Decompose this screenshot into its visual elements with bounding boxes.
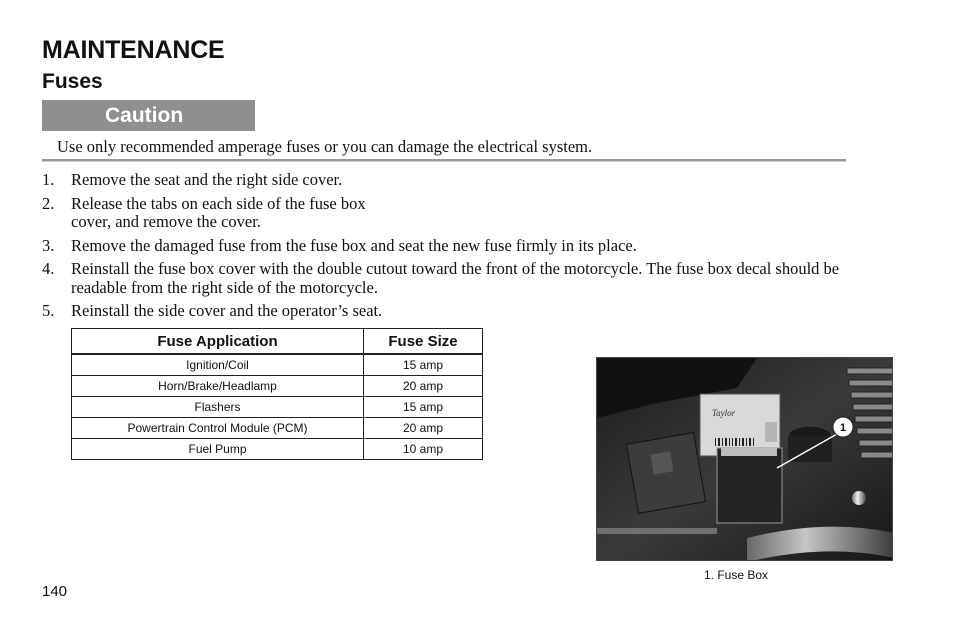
fuse-application-cell: Ignition/Coil xyxy=(72,354,364,376)
fuse-application-cell: Fuel Pump xyxy=(72,439,364,460)
table-row xyxy=(72,439,483,460)
table-row xyxy=(72,397,483,418)
step-number: 2. xyxy=(42,193,55,213)
step-5 xyxy=(42,302,862,321)
step-text: Reinstall the fuse box cover with the double cutout toward the front of the motorcycle. The fuse box decal should be readable from the right side of the motorcycle. xyxy=(71,259,840,297)
fuse-size-cell: 20 amp xyxy=(364,418,483,439)
subsection-title: Fuses xyxy=(42,70,103,93)
column-header: Fuse Application xyxy=(72,329,364,355)
fuse-size-cell: 10 amp xyxy=(364,439,483,460)
step-3 xyxy=(42,237,862,256)
column-header: Fuse Size xyxy=(364,329,483,355)
fuse-application-cell: Powertrain Control Module (PCM) xyxy=(72,418,364,439)
table-row xyxy=(72,376,483,397)
step-text-line-2: cover, and remove the cover. xyxy=(71,212,261,231)
fuse-table xyxy=(71,328,483,460)
fuse-size-cell: 15 amp xyxy=(364,354,483,376)
callout-number: 1 xyxy=(839,422,847,434)
step-text: Remove the damaged fuse from the fuse box and seat the new fuse firmly in its place. xyxy=(71,235,637,255)
table-row xyxy=(72,354,483,376)
fuse-box-photo xyxy=(596,357,893,561)
caution-label: Caution xyxy=(42,100,255,131)
section-title: MAINTENANCE xyxy=(42,36,225,64)
figure-caption: 1. Fuse Box xyxy=(704,568,769,582)
fuse-size-cell: 20 amp xyxy=(364,376,483,397)
fuse-application-cell: Horn/Brake/Headlamp xyxy=(72,376,364,397)
fuse-application-cell: Flashers xyxy=(72,397,364,418)
step-4 xyxy=(42,260,862,297)
procedure-steps xyxy=(42,171,862,326)
table-row xyxy=(72,418,483,439)
page-number: 140 xyxy=(42,583,68,600)
fuse-box-illustration xyxy=(597,358,893,561)
step-text: Reinstall the side cover and the operator’s seat. xyxy=(71,301,383,320)
step-number: 1. xyxy=(42,170,55,189)
step-text: Remove the seat and the right side cover. xyxy=(71,170,343,189)
caution-text: Use only recommended amperage fuses or you can damage the electrical system. xyxy=(57,137,593,156)
step-1 xyxy=(42,171,862,190)
fuse-size-cell: 15 amp xyxy=(364,397,483,418)
step-number: 3. xyxy=(42,235,55,255)
step-number: 4. xyxy=(42,259,55,278)
step-number: 5. xyxy=(42,301,55,320)
step-2 xyxy=(42,195,862,232)
table-header-row xyxy=(72,329,483,355)
caution-divider xyxy=(42,159,846,161)
step-text-line-1: Release the tabs on each side of the fuse box xyxy=(71,193,366,213)
svg-text:Taylor: Taylor xyxy=(712,408,736,418)
